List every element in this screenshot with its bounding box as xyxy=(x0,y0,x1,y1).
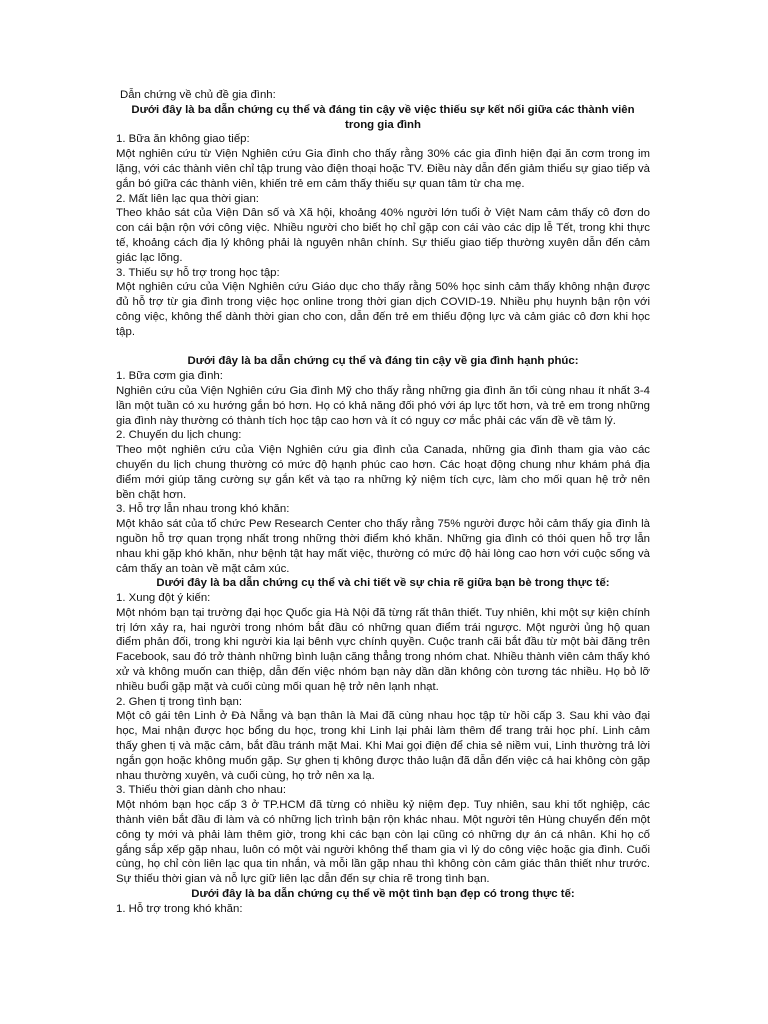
item-title: 3. Thiếu sự hỗ trợ trong học tập: xyxy=(116,266,280,279)
item-title: 1. Hỗ trợ trong khó khăn: xyxy=(116,902,243,915)
item-paragraph: Một khảo sát của tổ chức Pew Research Center cho thấy rằng 75% người được hỏi cảm thấy gia đình là nguồn hỗ trợ quan trọng nhất trong những thời điểm khó khăn. Những gia đình có thói quen hỗ trợ lẫn nhau khi gặp khó khăn, như bệnh tật hay mất việc, thường có mức độ hài lòng cao hơn với cuộc sống và cảm thấy an toàn về mặt cảm xúc. xyxy=(116,518,650,575)
item-title: 1. Bữa cơm gia đình: xyxy=(116,370,223,383)
item-paragraph: Một nghiên cứu từ Viện Nghiên cứu Gia đình cho thấy rằng 30% các gia đình hiện đại ăn cơm trong im lặng, với các thành viên chỉ tập trung vào điện thoại hoặc TV. Điều này dẫn đến giảm thiểu sự giao tiếp và gắn bó giữa các thành viên, khiến trẻ em cảm thấy thiếu sự quan tâm từ cha mẹ. xyxy=(116,148,650,190)
item-title: 1. Bữa ăn không giao tiếp: xyxy=(116,133,250,146)
item-title: 2. Ghen tị trong tình bạn: xyxy=(116,695,243,708)
section-heading-friend-division: Dưới đây là ba dẫn chứng cụ thể và chi tiết về sự chia rẽ giữa bạn bè trong thực tế: xyxy=(156,577,610,590)
item-title: 1. Xung đột ý kiến: xyxy=(116,592,211,605)
item-paragraph: Một cô gái tên Linh ở Đà Nẵng và bạn thân là Mai đã cùng nhau học tập từ hồi cấp 3. Sau khi vào đại học, Mai nhận được học bổng du học, trong khi Linh lại phải làm thêm để trang trải học phí. Linh cảm thấy ghen tị và mặc cảm, bắt đầu tránh mặt Mai. Khi Mai gọi điện để chia sẻ niềm vui, Linh thường trả lời ngắn gọn hoặc không muốn gặp. Sự ghen tị không được thảo luận đã dẫn đến việc cả hai không còn gặp nhau thường xuyên, và cuối cùng, họ trở nên xa lạ. xyxy=(116,710,650,782)
section-heading-family-disconnect: Dưới đây là ba dẫn chứng cụ thể và đáng tin cậy về việc thiếu sự kết nối giữa các thành viên trong gia đình xyxy=(131,103,635,131)
item-paragraph: Một nhóm bạn tại trường đại học Quốc gia Hà Nội đã từng rất thân thiết. Tuy nhiên, khi một sự kiện chính trị lớn xảy ra, hai người trong nhóm bắt đầu có những quan điểm trái ngược. Một người ủng hộ quan điểm phản đối, trong khi người kia lại bênh vực chính quyền. Cuộc tranh cãi bắt đầu từ một bài đăng trên Facebook, sau đó trở thành những bình luận căng thẳng trong nhóm chat. Nhiều thành viên cảm thấy khó xử và không muốn can thiệp, dẫn đến việc nhóm bạn này dần dần không còn tương tác nhiều. Họ bỏ lỡ nhiều buổi gặp mặt và cuối cùng mối quan hệ trở nên lạnh nhạt. xyxy=(116,606,650,693)
item-paragraph: Theo một nghiên cứu của Viện Nghiên cứu gia đình của Canada, những gia đình tham gia vào các chuyến du lịch chung thường có mức độ hạnh phúc cao hơn. Các hoạt động chung như khám phá địa điểm mới giúp tăng cường sự gắn kết và tạo ra những kỷ niệm tích cực, làm cho mối quan hệ trở nên bền chặt hơn. xyxy=(116,444,650,501)
item-title: 3. Hỗ trợ lẫn nhau trong khó khăn: xyxy=(116,503,290,516)
item-paragraph: Nghiên cứu của Viện Nghiên cứu Gia đình Mỹ cho thấy rằng những gia đình ăn tối cùng nhau ít nhất 3-4 lần một tuần có xu hướng gắn bó hơn. Họ có khả năng đối phó với áp lực tốt hơn, và trẻ em trong những gia đình này thường có thành tích học tập cao hơn và ít có nguy cơ mắc phải các vấn đề về tâm lý. xyxy=(116,384,650,427)
section-heading-happy-family: Dưới đây là ba dẫn chứng cụ thể và đáng tin cậy về gia đình hạnh phúc: xyxy=(187,355,579,368)
blank-line xyxy=(116,340,650,355)
item-title: 2. Mất liên lạc qua thời gian: xyxy=(116,192,259,205)
document-intro: Dẫn chứng về chủ đề gia đình: xyxy=(120,89,276,101)
item-paragraph: Theo khảo sát của Viện Dân số và Xã hội, khoảng 40% người lớn tuổi ở Việt Nam cảm thấy cô đơn do con cái bận rộn với công việc. Nhiều người cho biết họ chỉ gặp con cái vào các dịp lễ Tết, trong khi thực tế, khoảng cách địa lý không phải là nguyên nhân chính. Sự thiếu giao tiếp thường xuyên dẫn đến cảm giác lạc lõng. xyxy=(116,207,650,264)
item-title: 2. Chuyến du lịch chung: xyxy=(116,429,242,442)
item-paragraph: Một nhóm bạn học cấp 3 ở TP.HCM đã từng có nhiều kỷ niệm đẹp. Tuy nhiên, sau khi tốt nghiệp, các thành viên bắt đầu đi làm và có những lịch trình bận rộn khác nhau. Một người tên Hùng chuyển đến một công ty mới và phải làm thêm giờ, trong khi các bạn còn lại cũng có những dự án cá nhân. Khi họ cố gắng sắp xếp gặp nhau, luôn có một vài người không thể tham gia vì lý do công việc hoặc gia đình. Cuối cùng, họ chỉ còn liên lạc qua tin nhắn, và mỗi lần gặp nhau thì không còn cảm giác thân thiết như trước. Sự thiếu thời gian và nỗ lực giữ liên lạc dẫn đến sự chia rẽ trong tình bạn. xyxy=(116,799,650,886)
item-title: 3. Thiếu thời gian dành cho nhau: xyxy=(116,784,287,797)
item-paragraph: Một nghiên cứu của Viện Nghiên cứu Giáo dục cho thấy rằng 50% học sinh cảm thấy không nhận được đủ hỗ trợ từ gia đình trong việc học online trong thời gian dịch COVID-19. Nhiều phụ huynh bận rộn với công việc, không thể dành thời gian cho con, dẫn đến trẻ em thiếu động lực và cảm giác cô đơn khi học tập. xyxy=(116,281,650,338)
document-page xyxy=(116,88,650,917)
section-heading-good-friendship: Dưới đây là ba dẫn chứng cụ thể về một tình bạn đẹp có trong thực tế: xyxy=(191,888,575,901)
